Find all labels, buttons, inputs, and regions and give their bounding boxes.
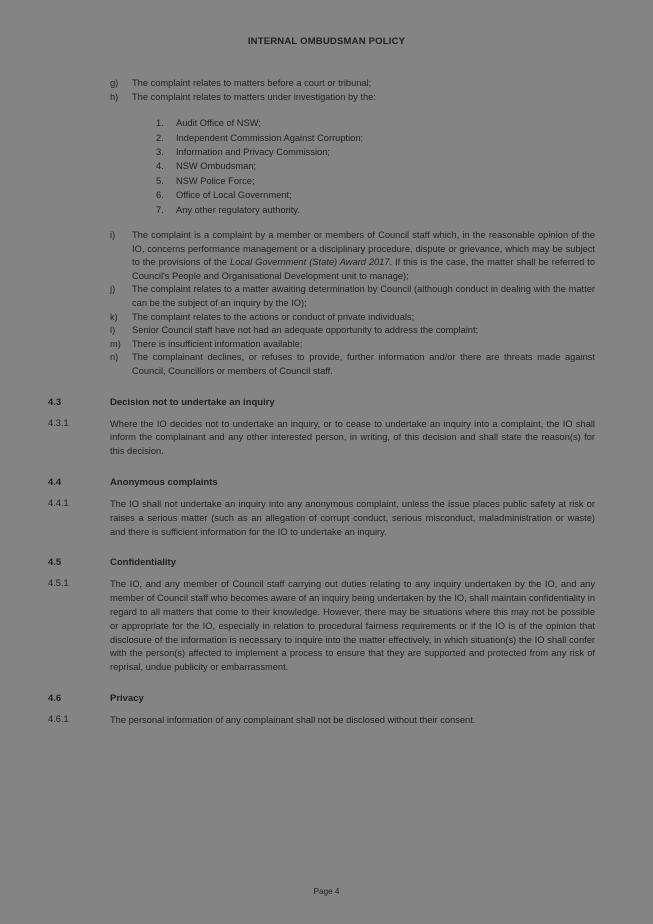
document-header-title: INTERNAL OMBUDSMAN POLICY xyxy=(247,36,406,47)
paragraph xyxy=(48,498,605,539)
lettered-list-top xyxy=(110,77,595,104)
list-item xyxy=(110,324,595,338)
section-number: 4.3 xyxy=(48,396,62,408)
list-item-label: l) xyxy=(110,325,116,336)
list-item-text: Audit Office of NSW; xyxy=(176,118,261,129)
paragraph-number: 4.6.1 xyxy=(48,713,69,724)
paragraph xyxy=(48,418,605,459)
paragraph-number: 4.4.1 xyxy=(48,497,69,508)
list-item-text: The complainant declines, or refuses to provide, further information and/or there are threats made against Council, Councillors or members of Council staff. xyxy=(132,352,595,376)
paragraph-text: The IO, and any member of Council staff carrying out duties relating to any inquiry undertaken by the IO, and any member of Council staff who becomes aware of an inquiry being undertaken by the IO, shall maintain confidentiality in regard to all matters that come to their knowledge. However, there may be situations where this may not be possible or appropriate for the IO, especially in relation to procedural fairness requirements or if the IO is of the opinion that disclosure of the information is necessary to inquire into the matter effectively, in which situation(s) the IO shall confer with the person(s) affected to implement a process to ensure that they are supported and protected from any risk of reprisal, undue publicity or embarrassment. xyxy=(110,579,595,673)
list-item xyxy=(110,229,595,283)
list-item-text: Independent Commission Against Corruption; xyxy=(176,132,364,143)
list-item-number: 5. xyxy=(156,175,164,186)
section-heading xyxy=(48,693,605,704)
list-item-number: 3. xyxy=(156,147,164,157)
list-item-number: 1. xyxy=(156,118,164,129)
list-item xyxy=(156,174,595,188)
list-item-text-post: . If this is the case, the matter shall be referred to Council's People and Organisational Development unit to manage); xyxy=(132,257,596,281)
list-item-label: n) xyxy=(110,352,119,363)
section-number: 4.5 xyxy=(48,557,62,569)
lettered-list-bottom xyxy=(110,229,595,379)
list-item xyxy=(156,159,595,173)
section-title: Privacy xyxy=(110,692,144,704)
list-item-text: The complaint relates to matters under investigation by the: xyxy=(132,91,376,102)
list-item-number: 2. xyxy=(156,132,164,143)
list-item-label: h) xyxy=(110,91,119,102)
list-item-text: There is insufficient information available; xyxy=(132,338,303,349)
paragraph-number: 4.5.1 xyxy=(48,578,69,589)
paragraph xyxy=(48,714,605,728)
list-item-text: Information and Privacy Commission; xyxy=(176,147,330,157)
list-item-text: NSW Police Force; xyxy=(176,175,255,186)
paragraph-text: The IO shall not undertake an inquiry into any anonymous complaint, unless the issue places public safety at risk or raises a serious matter (such as an allegation of corrupt conduct, serious misconduct, maladministration or waste) and there is sufficient information for the IO to undertake an inquiry. xyxy=(110,498,595,537)
list-item xyxy=(156,188,595,202)
section-heading xyxy=(48,557,605,568)
section-number: 4.6 xyxy=(48,692,62,704)
list-item-text-pre: The complaint is a complaint by a member or members of Council staff which, in the reasonable opinion of the IO, concerns performance management or a disciplinary procedure, dispute or grievance, which may be subject to the provisions of the xyxy=(132,230,595,268)
numbered-list xyxy=(110,116,595,217)
section-title: Decision not to undertake an inquiry xyxy=(110,396,275,408)
list-item xyxy=(110,91,595,105)
list-item-label: k) xyxy=(110,311,118,322)
list-item xyxy=(110,338,595,352)
list-item-text: Senior Council staff have not had an adequate opportunity to address the complaint; xyxy=(132,325,479,336)
paragraph-text: Where the IO decides not to undertake an inquiry, or to cease to undertake an inquiry into a complaint, the IO shall inform the complainant and any other interested person, in writing, of this decision and shall state the reason(s) for this decision. xyxy=(110,418,595,457)
list-item-text: The complaint relates to matters before a court or tribunal; xyxy=(132,78,372,88)
list-item-label: i) xyxy=(110,230,116,241)
section-number: 4.4 xyxy=(48,476,62,488)
list-item-text: Any other regulatory authority. xyxy=(176,204,300,215)
list-item-text: Office of Local Government; xyxy=(176,190,292,201)
list-item-number: 4. xyxy=(156,161,164,172)
section-title: Confidentiality xyxy=(110,557,176,569)
list-item-label: m) xyxy=(110,338,121,349)
page-footer: Page 4 xyxy=(313,887,340,896)
section-heading xyxy=(48,477,605,488)
paragraph-text: The personal information of any complainant shall not be disclosed without their consent. xyxy=(110,714,476,725)
list-item xyxy=(110,283,595,310)
list-item-text-italic: Local Government (State) Award 2017 xyxy=(229,257,390,268)
list-item xyxy=(110,77,595,91)
list-item xyxy=(110,311,595,325)
list-item-text xyxy=(132,229,595,283)
paragraph-number: 4.3.1 xyxy=(48,417,69,428)
list-item xyxy=(156,131,595,145)
list-item xyxy=(156,145,595,159)
section-heading xyxy=(48,397,605,408)
list-item xyxy=(156,203,595,217)
list-item-label: g) xyxy=(110,78,119,88)
document-body xyxy=(110,77,595,379)
paragraph xyxy=(48,578,605,675)
list-item-text: The complaint relates to a matter awaiting determination by Council (although conduct in dealing with the matter can be the subject of an inquiry by the IO); xyxy=(132,284,595,308)
list-item-label: j) xyxy=(110,284,116,295)
list-item xyxy=(156,116,595,130)
list-item-number: 7. xyxy=(156,204,164,215)
section-title: Anonymous complaints xyxy=(110,476,218,488)
list-item-text: The complaint relates to the actions or conduct of private individuals; xyxy=(132,311,415,322)
list-item-number: 6. xyxy=(156,190,164,201)
list-item-text: NSW Ombudsman; xyxy=(176,161,257,172)
list-item xyxy=(110,351,595,378)
